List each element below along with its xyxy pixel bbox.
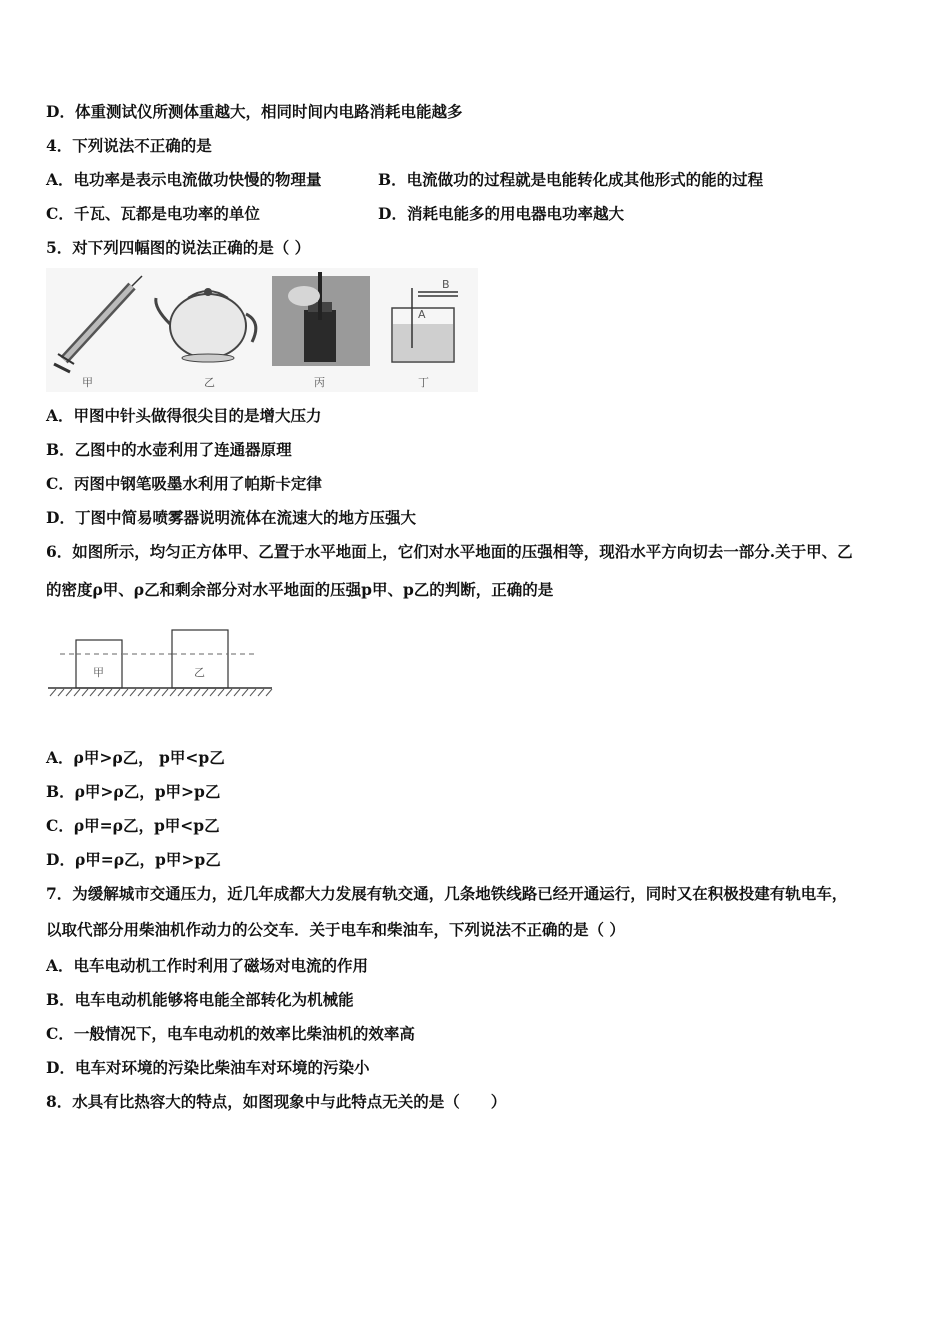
q6-option-c: C．ρ甲=ρ乙，p甲<p乙 [46, 816, 220, 835]
label-jia: 甲 [93, 666, 104, 679]
q5-stem: 5．对下列四幅图的说法正确的是（ ） [46, 238, 311, 257]
q5-option-c: C．丙图中钢笔吸墨水利用了帕斯卡定律 [46, 474, 322, 493]
q7-option-b: B．电车电动机能够将电能全部转化为机械能 [46, 990, 354, 1009]
q8-stem: 8．水具有比热容大的特点，如图现象中与此特点无关的是（ ） [46, 1092, 507, 1111]
caption-ding: 丁 [418, 376, 429, 389]
block-yi [172, 630, 228, 688]
q6-option-a: A．ρ甲>ρ乙， p甲<p乙 [46, 748, 225, 767]
q5-option-d: D．丁图中简易喷雾器说明流体在流速大的地方压强大 [46, 508, 416, 527]
label-yi: 乙 [194, 666, 205, 679]
q5-option-a: A．甲图中针头做得很尖目的是增大压力 [46, 406, 322, 425]
q6-stem-line1: 6．如图所示，均匀正方体甲、乙置于水平地面上，它们对水平地面的压强相等，现沿水平方向切去一部分.关于甲、乙 [46, 542, 853, 561]
q7-option-c: C．一般情况下，电车电动机的效率比柴油机的效率高 [46, 1024, 415, 1043]
q4-option-b: B．电流做功的过程就是电能转化成其他形式的能的过程 [378, 170, 764, 189]
q6-figure [46, 626, 274, 698]
q4-option-d: D．消耗电能多的用电器电功率越大 [378, 204, 624, 223]
caption-yi: 乙 [204, 376, 215, 389]
svg-text:A: A [418, 308, 426, 321]
q5-figure [46, 268, 478, 392]
q6-option-b: B．ρ甲>ρ乙，p甲>p乙 [46, 782, 221, 801]
caption-bing: 丙 [314, 376, 325, 389]
q3-option-d: D．体重测试仪所测体重越大，相同时间内电路消耗电能越多 [46, 102, 463, 121]
q7-stem-line2: 以取代部分用柴油机作动力的公交车．关于电车和柴油车，下列说法不正确的是（ ） [46, 920, 625, 939]
q7-stem-line1: 7．为缓解城市交通压力，近几年成都大力发展有轨交通，几条地铁线路已经开通运行，同时又在积极投建有轨电车， [46, 884, 848, 903]
q4-stem: 4．下列说法不正确的是 [46, 136, 212, 155]
q5-option-b: B．乙图中的水壶利用了连通器原理 [46, 440, 292, 459]
block-jia [76, 640, 122, 688]
svg-text:B: B [442, 278, 450, 291]
q6-stem-line2: 的密度ρ甲、ρ乙和剩余部分对水平地面的压强p甲、p乙的判断，正确的是 [46, 580, 554, 599]
q7-option-a: A．电车电动机工作时利用了磁场对电流的作用 [46, 956, 369, 975]
pen-ink-image [272, 272, 370, 366]
q6-option-d: D．ρ甲=ρ乙，p甲>p乙 [46, 850, 221, 869]
q4-option-a: A．电功率是表示电流做功快慢的物理量 [46, 170, 322, 189]
caption-jia: 甲 [82, 376, 93, 389]
q4-option-c: C．千瓦、瓦都是电功率的单位 [46, 204, 260, 223]
q7-option-d: D．电车对环境的污染比柴油车对环境的污染小 [46, 1058, 370, 1077]
